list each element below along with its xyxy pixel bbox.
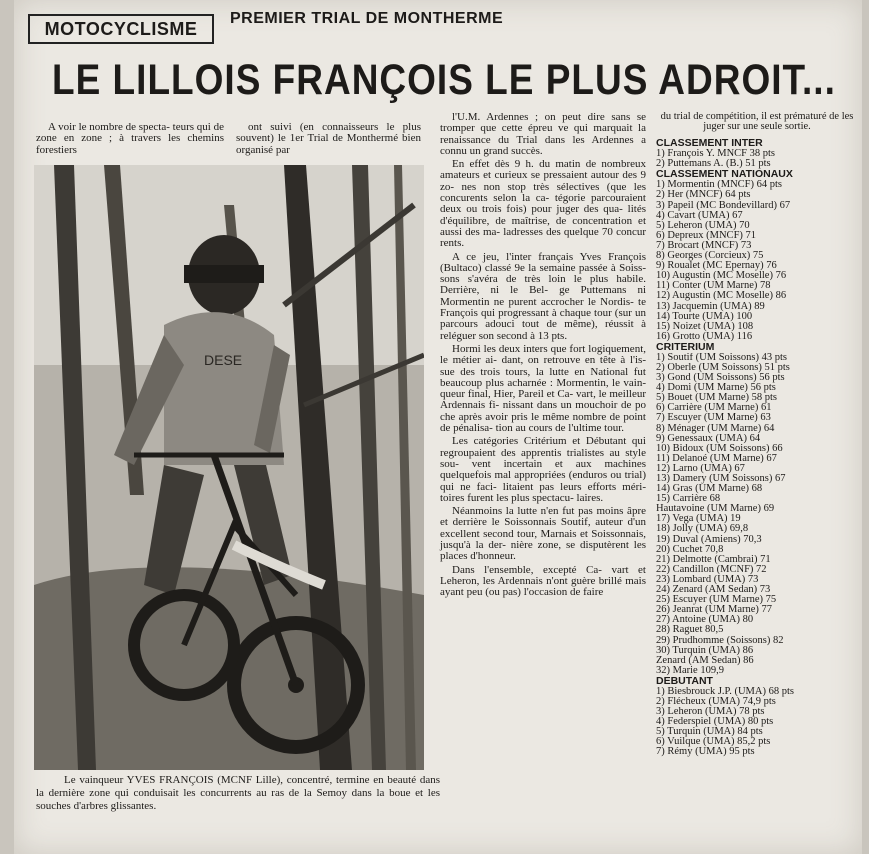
result-row: 8) Georges (Corcieux) 75: [656, 251, 764, 262]
result-row: 7) Brocart (MNCF) 73: [656, 240, 752, 251]
result-row: 28) Raguet 80,5: [656, 625, 724, 636]
result-row: Zenard (AM Sedan) 86: [656, 655, 754, 666]
result-row: 5) Leheron (UMA) 70: [656, 220, 750, 231]
results-section: [656, 138, 858, 169]
results-list: [656, 138, 858, 757]
result-row: 14) Tourte (UMA) 100: [656, 311, 753, 322]
results-column: [656, 112, 858, 758]
result-row: 11) Delanoé (UM Marne) 67: [656, 453, 777, 464]
result-row: 2) Flécheux (UMA) 74,9 pts: [656, 696, 776, 707]
result-row: 3) Leheron (UMA) 78 pts: [656, 707, 765, 718]
result-row: 6) Vuilque (UMA) 85,2 pts: [656, 737, 771, 748]
event-subheading: PREMIER TRIAL DE MONTHERME: [230, 10, 504, 27]
result-row: 1) François Y. MNCF 38 pts: [656, 149, 776, 160]
result-row: 6) Carrière (UM Marne) 61: [656, 403, 772, 414]
trial-rider-illustration: [34, 165, 424, 770]
result-row: Hautavoine (UM Marne) 69: [656, 504, 775, 515]
article-column-1: [36, 122, 224, 156]
result-row: 14) Gras (UM Marne) 68: [656, 484, 763, 495]
column-3-paragraph: Les catégories Critérium et Débutant qui regroupaient des apprentis trialistes au style sou- vent incertain et aux machines quelquefois mal appropriées (enduros ou trial) qui ne faci- litaient pas leurs efforts méri- toires furent les plus spectacu- laires.: [440, 435, 646, 504]
result-row: 1) Soutif (UM Soissons) 43 pts: [656, 352, 787, 363]
result-row: 7) Escuyer (UM Marne) 63: [656, 413, 771, 424]
result-row: 16) Grotto (UMA) 116: [656, 331, 753, 342]
result-row: 25) Escuyer (UM Marne) 75: [656, 595, 777, 606]
result-row: 4) Domi (UM Marne) 56 pts: [656, 383, 776, 394]
result-row: 30) Turquin (UMA) 86: [656, 645, 754, 656]
result-row: 27) Antoine (UMA) 80: [656, 615, 754, 626]
column-3-paragraph: En effet dès 9 h. du matin de nombreux amateurs et curieux se pressaient autour des 9 zo- nes non stop très sélectives (que les concurents selon la ca- tégorie parcouraient deux ou trois fois) pour juger des qua- lités d'équilibre, de maîtrise, de concentration et aussi des ma- ladresses des quelque 70 concur rents.: [440, 158, 646, 250]
result-row: 9) Genessaux (UMA) 64: [656, 433, 761, 444]
result-row: 26) Jeanrat (UM Marne) 77: [656, 605, 773, 616]
results-section-title: CLASSEMENT NATIONAUX: [656, 168, 793, 181]
section-rubric: MOTOCYCLISME: [28, 14, 214, 44]
column-1-text: A voir le nombre de specta- teurs qui de zone en zone ; à travers les chemins forestiers: [36, 121, 224, 156]
result-row: 11) Conter (UM Marne) 78: [656, 281, 771, 292]
result-row: 2) Oberle (UM Soissons) 51 pts: [656, 362, 790, 373]
result-row: 15) Carrière 68: [656, 494, 721, 505]
results-intro: du trial de compétition, il est prématuré de les juger sur une seule sortie.: [660, 111, 854, 133]
column-3-paragraph: A ce jeu, l'inter français Yves François (Bultaco) classé 9e la semaine passée à Soiss- sons s'avéra de très loin le plus habile. Derrière, ni le Bel- ge Puttemans ni Mormentin ne purent accrocher le Nordis- te François qui progressant à chaque tour (sur un parcours adouci tout de même), réussit à reléguer son second à 13 pts.: [440, 250, 646, 342]
result-row: 3) Papeil (MC Bondevillard) 67: [656, 200, 791, 211]
result-row: 6) Depreux (MNCF) 71: [656, 230, 757, 241]
result-row: 24) Zenard (AM Sedan) 73: [656, 585, 771, 596]
result-row: 19) Duval (Amiens) 70,3: [656, 534, 762, 545]
result-row: 9) Roualet (MC Epernay) 76: [656, 261, 777, 272]
results-section-title: CLASSEMENT INTER: [656, 137, 763, 150]
result-row: 18) Jolly (UMA) 69,8: [656, 524, 749, 535]
results-section: [656, 169, 858, 342]
article-column-2: [236, 122, 421, 156]
result-row: 2) Puttemans A. (B.) 51 pts: [656, 159, 771, 170]
results-section-title: DEBUTANT: [656, 674, 713, 687]
result-row: 13) Jacquemin (UMA) 89: [656, 301, 765, 312]
article-headline: LE LILLOIS FRANÇOIS LE PLUS ADROIT...: [52, 56, 836, 104]
result-row: 22) Candillon (MCNF) 72: [656, 564, 767, 575]
result-row: 4) Federspiel (UMA) 80 pts: [656, 717, 774, 728]
result-row: 13) Damery (UM Soissons) 67: [656, 474, 786, 484]
result-row: 2) Her (MNCF) 64 pts: [656, 190, 751, 201]
article-column-3: [440, 112, 646, 600]
results-section-title: CRITERIUM: [656, 340, 715, 353]
result-row: 12) Augustin (MC Moselle) 86: [656, 291, 787, 302]
results-section: [656, 342, 858, 676]
result-row: 21) Delmotte (Cambrai) 71: [656, 554, 771, 565]
result-row: 10) Augustin (MC Moselle) 76: [656, 271, 787, 282]
result-row: 29) Prudhomme (Soissons) 82: [656, 635, 784, 646]
result-row: 20) Cuchet 70,8: [656, 544, 724, 555]
result-row: 1) Mormentin (MNCF) 64 pts: [656, 180, 782, 191]
svg-text:DESE: DESE: [204, 352, 243, 368]
result-row: 3) Gond (UM Soissons) 56 pts: [656, 373, 785, 384]
result-row: 1) Biesbrouck J.P. (UMA) 68 pts: [656, 686, 794, 697]
column-3-paragraph: l'U.M. Ardennes ; on peut dire sans se tromper que cette épreu ve qui marquait la renaissance du Trial dans les Ardennes a connu un grand succès.: [440, 111, 646, 157]
column-3-paragraph: Néanmoins la lutte n'en fut pas moins âpre et derrière le Soissonnais Soutif, auteur d'un excellent second tour, Marnais et Soissonnais, jusqu'à la der- nière zone, se disputèrent les places d'honneur.: [440, 505, 646, 563]
result-row: 10) Bidoux (UM Soissons) 66: [656, 443, 783, 454]
column-2-text: ont suivi (en connaisseurs le plus souvent) le 1er Trial de Monthermé bien organisé par: [236, 121, 421, 156]
result-row: 12) Larno (UMA) 67: [656, 463, 745, 474]
column-3-paragraph: Dans l'ensemble, excepté Ca- vart et Leheron, les Ardennais n'ont guère brillé mais ayant peu (ou pas) l'occasion de faire: [440, 563, 646, 599]
result-row: 17) Vega (UMA) 19: [656, 514, 741, 525]
result-row: 32) Marie 109,9: [656, 665, 724, 676]
result-row: 7) Rémy (UMA) 95 pts: [656, 747, 755, 758]
result-row: 5) Turquin (UMA) 84 pts: [656, 727, 763, 738]
photo-caption: Le vainqueur YVES FRANÇOIS (MCNF Lille), concentré, termine en beauté dans la dernière zone qui conduisait les concurrents au ras de la Semoy dans la boue et les souches d'arbres glissantes.: [36, 774, 440, 812]
result-row: 15) Noizet (UMA) 108: [656, 321, 754, 332]
result-row: 4) Cavart (UMA) 67: [656, 210, 743, 221]
result-row: 23) Lombard (UMA) 73: [656, 574, 759, 585]
column-3-paragraph: Hormi les deux inters que fort logiquement, le métier ai- dant, on retrouve en tête à l'is- sue des trois tours, la lutte en National fut beaucoup plus acharnée : Mormentin, le vain- queur final, Hier, Pareil et Ca- vart, le meilleur Ardennais fi- nissant dans un mouchoir de po che après avoir pris le même nombre de point de pénalisa- tion au cours de l'ultime tour.: [440, 342, 646, 435]
result-row: 8) Ménager (UM Marne) 64: [656, 423, 775, 434]
results-section: [656, 676, 858, 758]
rider-photo: [34, 165, 424, 770]
result-row: 5) Bouet (UM Marne) 58 pts: [656, 393, 778, 404]
